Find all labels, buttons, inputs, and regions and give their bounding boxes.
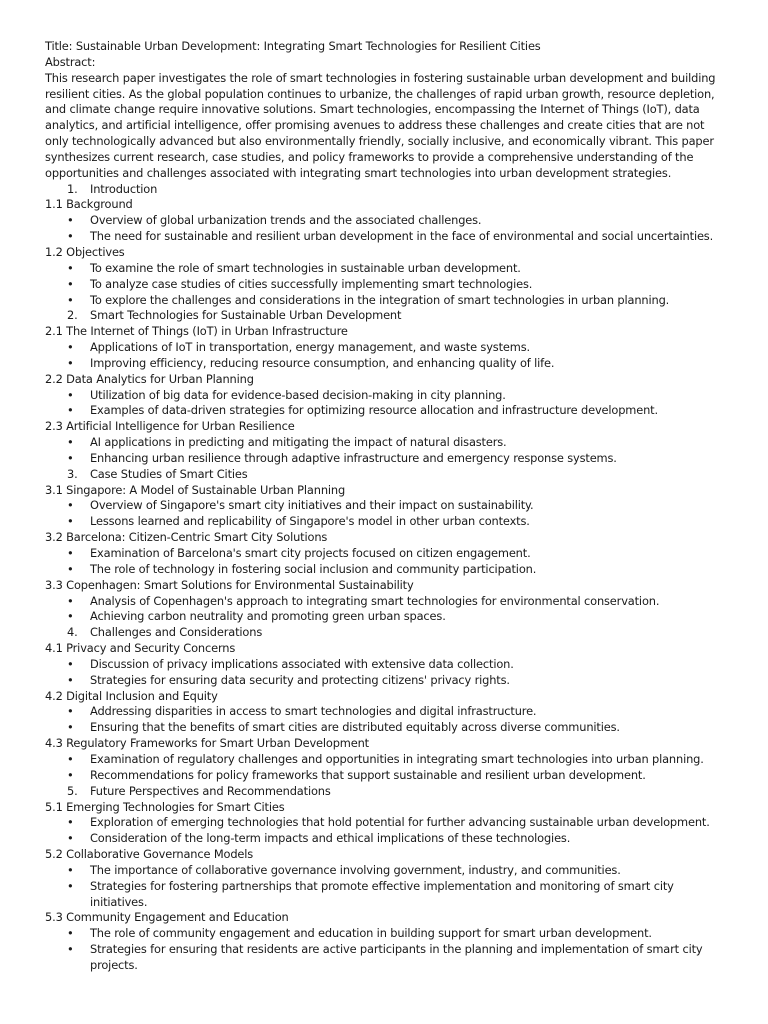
list-item-text: Overview of Singapore's smart city initiatives and their impact on sustainability. (90, 498, 534, 513)
bullet-icon: • (67, 672, 74, 687)
list-item (45, 942, 745, 974)
bullet-icon: • (67, 593, 74, 608)
list-item (45, 356, 745, 372)
bullet-icon: • (67, 514, 74, 529)
list-item-text: The role of community engagement and education in building support for smart urban development. (90, 926, 652, 941)
section-number: 2. (67, 308, 78, 323)
subsection-heading: 1.2 Objectives (45, 244, 125, 259)
list-item (45, 879, 745, 911)
list-item-text: The importance of collaborative governance involving government, industry, and communities. (90, 862, 621, 877)
list-item (45, 926, 745, 942)
abstract-line: opportunities and challenges associated with integrating smart technologies into urban development strategies. (45, 165, 672, 180)
abstract-line: synthesizes current research, case studies, and policy frameworks to provide a comprehensive understanding of the (45, 149, 694, 164)
list-item-text: Exploration of emerging technologies that hold potential for further advancing sustainable urban development. (90, 815, 710, 830)
list-item-text: AI applications in predicting and mitigating the impact of natural disasters. (90, 435, 507, 450)
list-item-text: Addressing disparities in access to smart technologies and digital infrastructure. (90, 704, 537, 719)
subsection-heading: 4.2 Digital Inclusion and Equity (45, 688, 218, 703)
bullet-icon: • (67, 862, 74, 877)
section-number: 3. (67, 466, 78, 481)
bullet-icon: • (67, 609, 74, 624)
bullet-icon: • (67, 720, 74, 735)
bullet-icon: • (67, 340, 74, 355)
list-item-text: Discussion of privacy implications associated with extensive data collection. (90, 656, 514, 671)
list-item-text: projects. (90, 957, 138, 972)
section-heading (45, 784, 745, 800)
section-heading (45, 625, 745, 641)
subsection-heading: 2.2 Data Analytics for Urban Planning (45, 371, 254, 386)
section-title: Case Studies of Smart Cities (90, 466, 248, 481)
section-title: Introduction (90, 181, 158, 196)
bullet-icon: • (67, 276, 74, 291)
list-item-text: Examples of data-driven strategies for optimizing resource allocation and infrastructure development. (90, 403, 658, 418)
list-item-text: To analyze case studies of cities successfully implementing smart technologies. (90, 276, 533, 291)
list-item (45, 277, 745, 293)
abstract-line: analytics, and artificial intelligence, offer promising avenues to address these challenges and create cities that are not (45, 118, 705, 133)
section-number: 5. (67, 783, 78, 798)
document-body (45, 39, 745, 974)
bullet-icon: • (67, 878, 74, 893)
subsection-heading: 1.1 Background (45, 197, 133, 212)
bullet-icon: • (67, 767, 74, 782)
abstract-line: and climate change require innovative solutions. Smart technologies, encompassing the Internet of Things (IoT), data (45, 102, 700, 117)
list-item (45, 704, 745, 720)
list-item-text: Strategies for fostering partnerships that promote effective implementation and monitoring of smart city (90, 878, 674, 893)
bullet-icon: • (67, 561, 74, 576)
bullet-icon: • (67, 229, 74, 244)
bullet-icon: • (67, 831, 74, 846)
list-item (45, 815, 745, 831)
list-item-text: Strategies for ensuring data security and protecting citizens' privacy rights. (90, 672, 510, 687)
document-title: Title: Sustainable Urban Development: Integrating Smart Technologies for Resilient Cities (45, 39, 541, 53)
section-title: Smart Technologies for Sustainable Urban Development (90, 308, 402, 323)
bullet-icon: • (67, 435, 74, 450)
list-item (45, 229, 745, 245)
list-item (45, 546, 745, 562)
list-item-text: Examination of Barcelona's smart city projects focused on citizen engagement. (90, 546, 531, 560)
subsection-heading: 5.2 Collaborative Governance Models (45, 847, 254, 862)
abstract-line: This research paper investigates the role of smart technologies in fostering sustainable urban development and building (45, 70, 716, 85)
bullet-icon: • (67, 704, 74, 719)
list-item (45, 213, 745, 229)
subsection-heading: 4.1 Privacy and Security Concerns (45, 641, 236, 656)
subsection-heading: 4.3 Regulatory Frameworks for Smart Urban Development (45, 736, 369, 751)
section-heading (45, 467, 745, 483)
bullet-icon: • (67, 450, 74, 465)
list-item (45, 673, 745, 689)
subsection-heading: 5.3 Community Engagement and Education (45, 910, 289, 925)
list-item-text: Overview of global urbanization trends and the associated challenges. (90, 213, 482, 228)
list-item-text: initiatives. (90, 894, 148, 909)
list-item-text: To examine the role of smart technologies in sustainable urban development. (90, 260, 521, 275)
list-item-text: Improving efficiency, reducing resource consumption, and enhancing quality of life. (90, 355, 555, 370)
abstract-line: resilient cities. As the global population continues to urbanize, the challenges of rapid urban growth, resource depletion, (45, 86, 715, 101)
bullet-icon: • (67, 260, 74, 275)
subsection-heading: 3.3 Copenhagen: Smart Solutions for Environmental Sustainability (45, 577, 414, 592)
list-item (45, 863, 745, 879)
list-item (45, 594, 745, 610)
list-item-text: Achieving carbon neutrality and promoting green urban spaces. (90, 609, 446, 624)
list-item-text: Recommendations for policy frameworks that support sustainable and resilient urban development. (90, 767, 646, 782)
list-item (45, 720, 745, 736)
list-item-text: Lessons learned and replicability of Singapore's model in other urban contexts. (90, 514, 530, 529)
list-item (45, 261, 745, 277)
section-heading (45, 182, 745, 198)
outline (45, 182, 745, 974)
list-item (45, 340, 745, 356)
bullet-icon: • (67, 751, 74, 766)
section-heading (45, 308, 745, 324)
list-item-text: Analysis of Copenhagen's approach to integrating smart technologies for environmental conservation. (90, 593, 660, 608)
list-item-text: Consideration of the long-term impacts and ethical implications of these technologies. (90, 831, 571, 846)
subsection-heading: 3.2 Barcelona: Citizen-Centric Smart City Solutions (45, 530, 328, 545)
list-item-text: Enhancing urban resilience through adaptive infrastructure and emergency response systems. (90, 450, 617, 465)
list-item (45, 435, 745, 451)
list-item (45, 609, 745, 625)
list-item-text: The role of technology in fostering social inclusion and community participation. (90, 561, 537, 576)
subsection-heading: 3.1 Singapore: A Model of Sustainable Urban Planning (45, 482, 346, 497)
bullet-icon: • (67, 926, 74, 941)
list-item-text: Ensuring that the benefits of smart cities are distributed equitably across diverse communities. (90, 720, 620, 735)
list-item (45, 388, 745, 404)
bullet-icon: • (67, 656, 74, 671)
list-item (45, 562, 745, 578)
list-item-text: Examination of regulatory challenges and opportunities in integrating smart technologies into urban planning. (90, 751, 704, 766)
subsection-heading: 2.3 Artificial Intelligence for Urban Resilience (45, 419, 295, 434)
list-item-text: The need for sustainable and resilient urban development in the face of environmental and social uncertainties. (90, 229, 714, 244)
list-item-text: To explore the challenges and considerations in the integration of smart technologies in urban planning. (90, 292, 670, 307)
bullet-icon: • (67, 546, 74, 560)
bullet-icon: • (67, 815, 74, 830)
abstract-label: Abstract: (45, 54, 96, 69)
bullet-icon: • (67, 942, 74, 957)
list-item (45, 451, 745, 467)
subsection-heading: 2.1 The Internet of Things (IoT) in Urban Infrastructure (45, 324, 348, 339)
abstract-paragraph (45, 71, 745, 182)
section-title: Challenges and Considerations (90, 625, 263, 640)
list-item (45, 768, 745, 784)
bullet-icon: • (67, 292, 74, 307)
list-item-text: Applications of IoT in transportation, energy management, and waste systems. (90, 340, 530, 355)
list-item (45, 293, 745, 309)
bullet-icon: • (67, 403, 74, 418)
bullet-icon: • (67, 387, 74, 402)
list-item (45, 657, 745, 673)
list-item (45, 498, 745, 514)
list-item (45, 831, 745, 847)
list-item (45, 514, 745, 530)
list-item (45, 752, 745, 768)
list-item-text: Strategies for ensuring that residents are active participants in the planning and implementation of smart city (90, 942, 703, 957)
list-item-text: Utilization of big data for evidence-based decision-making in city planning. (90, 387, 506, 402)
subsection-heading: 5.1 Emerging Technologies for Smart Cities (45, 799, 285, 814)
bullet-icon: • (67, 213, 74, 228)
abstract-line: only technologically advanced but also environmentally friendly, socially inclusive, and economically vibrant. This paper (45, 134, 714, 149)
section-number: 1. (67, 181, 78, 196)
list-item (45, 403, 745, 419)
bullet-icon: • (67, 498, 74, 513)
section-number: 4. (67, 625, 78, 640)
bullet-icon: • (67, 355, 74, 370)
section-title: Future Perspectives and Recommendations (90, 783, 331, 798)
